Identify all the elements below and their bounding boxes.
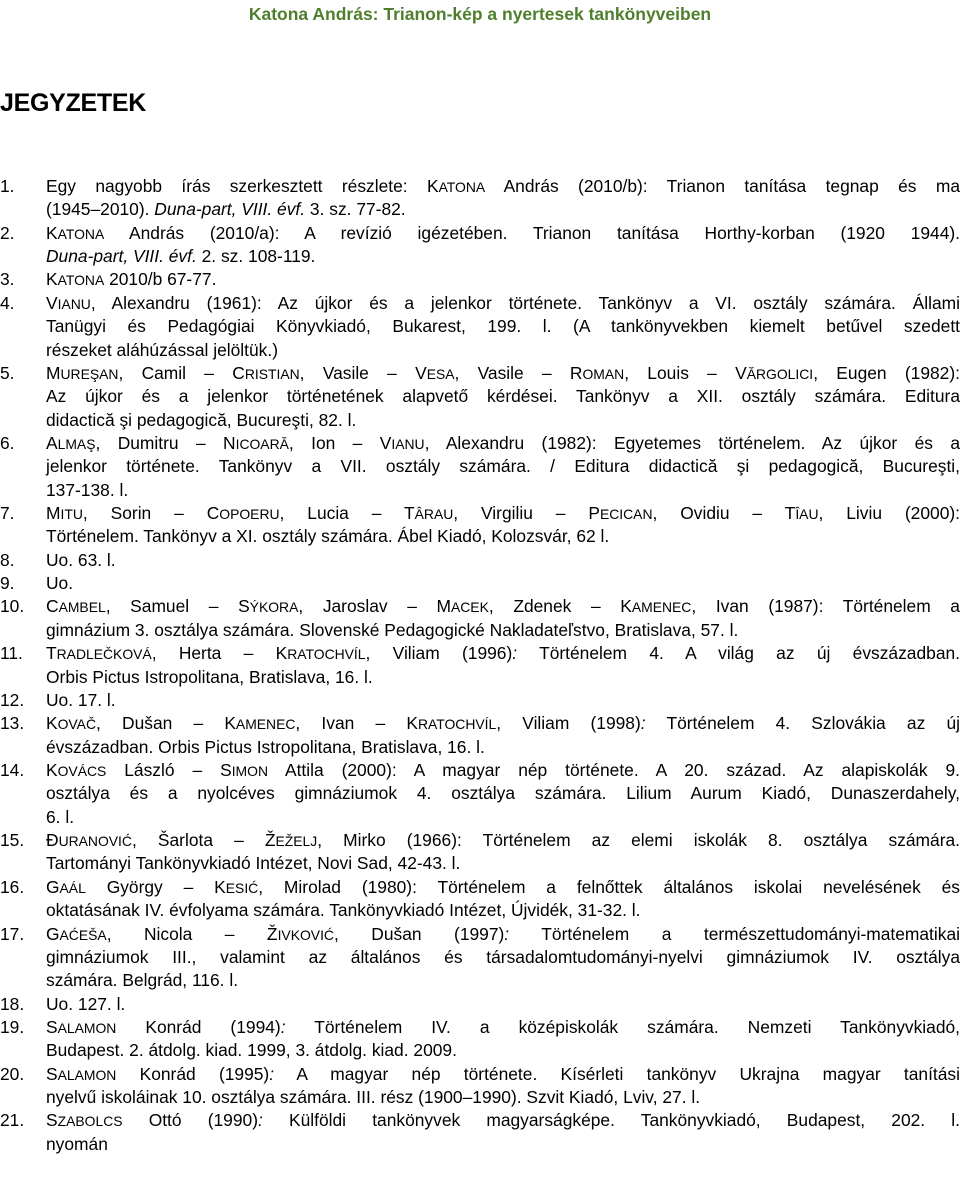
author-smallcaps: ALAMON bbox=[57, 1066, 117, 1083]
note-text: (1945–2010). bbox=[46, 199, 155, 220]
note-text: : bbox=[640, 713, 646, 734]
note-line bbox=[46, 572, 960, 595]
note-line bbox=[46, 432, 960, 455]
note-item bbox=[0, 595, 960, 642]
note-text: Duna-part, VIII. évf. bbox=[46, 246, 197, 267]
author-smallcaps: EŽELJ bbox=[275, 833, 318, 850]
author-smallcaps: ÝKORA bbox=[249, 599, 299, 616]
author-smallcaps: ALAMON bbox=[57, 1019, 117, 1036]
note-text: , Ivan (1987): Történelem a bbox=[691, 596, 960, 617]
note-item bbox=[0, 689, 960, 712]
note-text: Történelem. Tankönyv a XI. osztály számára. Ábel Kiadó, Kolozsvár, 62 l. bbox=[46, 526, 610, 547]
note-item bbox=[0, 993, 960, 1016]
author-smallcaps: IMON bbox=[231, 762, 268, 779]
note-text: , Herta – K bbox=[151, 643, 288, 664]
note-number: 14. bbox=[0, 759, 25, 780]
note-text: : bbox=[280, 1016, 286, 1037]
note-text: , Ovidiu – T bbox=[652, 503, 796, 524]
author-smallcaps: OPOERU bbox=[219, 506, 280, 523]
note-line bbox=[46, 619, 960, 642]
note-text: , Šarlota – Ž bbox=[131, 830, 276, 851]
note-line bbox=[46, 502, 960, 525]
note-text: Tanügyi és Pedagógiai Könyvkiadó, Bukarest, 199. l. (A tankönyvekben kiemelt betűvel szedett bbox=[46, 316, 960, 337]
note-text: , Liviu (2000): bbox=[818, 503, 960, 524]
author-smallcaps: ICOARĂ bbox=[235, 435, 289, 452]
note-text: , Virgiliu – P bbox=[453, 503, 600, 524]
note-text: oktatásának IV. évfolyama számára. Tankönyvkiadó Intézet, Újvidék, 31-32. l. bbox=[46, 900, 641, 921]
note-line bbox=[46, 549, 960, 572]
author-smallcaps: OVAČ bbox=[57, 716, 96, 733]
note-text: , Mirko (1966): Történelem az elemi iskolák 8. osztálya számára. bbox=[317, 830, 960, 851]
note-text: S bbox=[46, 1063, 58, 1084]
note-line bbox=[46, 315, 960, 338]
author-smallcaps: IANU bbox=[391, 435, 425, 452]
note-number: 17. bbox=[0, 923, 25, 944]
note-item bbox=[0, 292, 960, 362]
note-line bbox=[46, 806, 960, 829]
note-line bbox=[46, 759, 960, 782]
author-smallcaps: RISTIAN bbox=[244, 365, 300, 382]
note-text: , Ion – V bbox=[288, 432, 392, 453]
author-smallcaps: ATONA bbox=[438, 179, 486, 195]
note-text: , Dušan (1997) bbox=[333, 923, 505, 944]
note-line bbox=[46, 1133, 960, 1156]
note-text: A magyar nép története. Kísérleti tankönyv Ukrajna magyar tanítási bbox=[274, 1063, 960, 1084]
note-line bbox=[46, 829, 960, 852]
note-item bbox=[0, 876, 960, 923]
note-text: Uo. 63. l. bbox=[46, 549, 116, 570]
note-item bbox=[0, 642, 960, 689]
author-smallcaps: OVÁCS bbox=[57, 762, 107, 779]
note-text: Egy nagyobb írás szerkesztett részlete: K bbox=[46, 176, 439, 196]
author-smallcaps: IVKOVIĆ bbox=[277, 926, 334, 943]
note-text: , Samuel – S bbox=[105, 596, 250, 617]
note-item bbox=[0, 1063, 960, 1110]
note-line bbox=[46, 222, 960, 245]
note-text: K bbox=[46, 269, 58, 290]
note-line bbox=[46, 736, 960, 759]
note-number: 21. bbox=[0, 1110, 25, 1131]
note-number: 12. bbox=[0, 689, 25, 710]
note-text: K bbox=[46, 222, 58, 243]
note-text: T bbox=[46, 643, 57, 664]
note-number: 1. bbox=[0, 176, 15, 196]
note-line bbox=[46, 923, 960, 946]
note-item bbox=[0, 222, 960, 269]
note-line bbox=[46, 479, 960, 502]
notes-list bbox=[0, 175, 960, 1156]
note-text: G bbox=[46, 876, 60, 897]
note-text: G bbox=[46, 923, 60, 944]
author-smallcaps: ÂRAU bbox=[414, 506, 454, 523]
note-text: jelenkor története. Tankönyv a VII. osztály számára. / Editura didactică şi pedagogică, Bucureşti, bbox=[46, 456, 960, 477]
note-line bbox=[46, 852, 960, 875]
note-text: , Vasile – V bbox=[299, 362, 427, 383]
author-smallcaps: ÎAU bbox=[795, 506, 819, 523]
note-text: M bbox=[46, 503, 61, 524]
note-text: Konrád (1995) bbox=[116, 1063, 270, 1084]
note-line bbox=[46, 782, 960, 805]
note-text: Történelem a természettudományi-matematikai bbox=[509, 923, 960, 944]
note-text: Uo. 17. l. bbox=[46, 689, 116, 710]
note-text: : bbox=[504, 923, 510, 944]
note-line bbox=[46, 339, 960, 362]
note-item bbox=[0, 432, 960, 502]
author-smallcaps: ĂRGOLICI bbox=[746, 365, 814, 382]
note-line bbox=[46, 1039, 960, 1062]
author-smallcaps: AMBEL bbox=[58, 599, 106, 616]
note-text: K bbox=[46, 713, 58, 734]
note-item bbox=[0, 1016, 960, 1063]
author-smallcaps: RADLEČKOVÁ bbox=[56, 646, 152, 663]
note-item bbox=[0, 923, 960, 993]
note-line bbox=[46, 1109, 960, 1132]
note-text: László – S bbox=[106, 759, 232, 780]
note-text: 137-138. l. bbox=[46, 479, 129, 500]
note-text: Történelem 4. A világ az új évszázadban. bbox=[517, 643, 960, 664]
note-line bbox=[46, 292, 960, 315]
note-text: osztálya és a nyolcéves gimnáziumok 4. osztálya számára. Lilium Aurum Kiadó, Dunaszerdahely, bbox=[46, 783, 960, 804]
note-item bbox=[0, 549, 960, 572]
author-smallcaps: LMAŞ bbox=[57, 435, 96, 452]
note-number: 9. bbox=[0, 573, 15, 594]
author-smallcaps: ATONA bbox=[57, 272, 105, 289]
note-line bbox=[46, 385, 960, 408]
note-text: A bbox=[46, 432, 58, 453]
note-text: 3. sz. 77-82. bbox=[305, 199, 406, 220]
note-text: , Dušan – K bbox=[96, 713, 236, 734]
note-line bbox=[46, 268, 960, 291]
note-text: Duna-part, VIII. évf. bbox=[154, 199, 306, 220]
note-text: György – K bbox=[85, 876, 226, 897]
author-smallcaps: UREŞAN bbox=[60, 365, 119, 382]
note-text: Uo. bbox=[46, 573, 74, 594]
note-text: Attila (2000): A magyar nép története. A 20. század. Az alapiskolák 9. bbox=[268, 759, 960, 780]
note-item bbox=[0, 175, 960, 222]
note-number: 19. bbox=[0, 1016, 25, 1037]
author-smallcaps: RATOCHVÍL bbox=[417, 716, 497, 733]
note-text: , Sorin – C bbox=[82, 503, 220, 524]
note-line bbox=[46, 245, 960, 268]
note-line bbox=[46, 642, 960, 665]
note-text: : bbox=[269, 1063, 275, 1084]
note-text: András (2010/b): Trianon tanítása tegnap és ma bbox=[485, 176, 960, 196]
note-line bbox=[46, 1086, 960, 1109]
note-text: 6. l. bbox=[46, 806, 75, 827]
note-text: , Ivan – K bbox=[295, 713, 418, 734]
note-item bbox=[0, 572, 960, 595]
note-line bbox=[46, 946, 960, 969]
note-line bbox=[46, 876, 960, 899]
note-text: K bbox=[46, 759, 58, 780]
note-text: M bbox=[46, 362, 61, 383]
note-text: , Zdenek – K bbox=[488, 596, 632, 617]
note-number: 18. bbox=[0, 993, 25, 1014]
note-text: Külföldi tankönyvek magyarságképe. Tankönyvkiadó, Budapest, 202. l. bbox=[262, 1110, 960, 1131]
note-number: 6. bbox=[0, 432, 15, 453]
note-number: 20. bbox=[0, 1063, 25, 1084]
note-text: V bbox=[46, 292, 58, 313]
note-line bbox=[46, 525, 960, 548]
note-text: gimnázium 3. osztálya számára. Slovenské Pedagogické Nakladateľstvo, Bratislava, 57. l. bbox=[46, 619, 739, 640]
note-item bbox=[0, 829, 960, 876]
note-line bbox=[46, 455, 960, 478]
note-text: Az újkor és a jelenkor történetének alapvető kérdései. Tankönyv a XII. osztály számára. Editura bbox=[46, 386, 960, 407]
note-text: , Nicola – Ž bbox=[106, 923, 278, 944]
note-item bbox=[0, 502, 960, 549]
note-line bbox=[46, 689, 960, 712]
note-text: nyelvű iskoláinak 10. osztálya számára. III. rész (1900–1990). Szvit Kiadó, Lviv, 27. l. bbox=[46, 1087, 701, 1108]
author-smallcaps: AÁL bbox=[59, 879, 86, 896]
note-text: : bbox=[258, 1110, 263, 1131]
note-text: , Mirolad (1980): Történelem a felnőttek általános iskolai nevelésének és bbox=[258, 876, 960, 897]
note-text: , Viliam (1996) bbox=[365, 643, 513, 664]
author-smallcaps: ATONA bbox=[57, 225, 105, 242]
note-text: C bbox=[46, 596, 59, 617]
note-text: nyomán bbox=[46, 1133, 108, 1154]
note-text: , Louis – V bbox=[624, 362, 747, 383]
author-smallcaps: AMENEC bbox=[235, 716, 296, 733]
note-number: 16. bbox=[0, 876, 25, 897]
note-text: számára. Belgrád, 116. l. bbox=[46, 970, 239, 991]
note-text: , Eugen (1982): bbox=[813, 362, 960, 383]
note-item bbox=[0, 759, 960, 829]
note-text: , Jaroslav – M bbox=[298, 596, 451, 617]
note-number: 8. bbox=[0, 549, 15, 570]
author-smallcaps: ESIĆ bbox=[225, 879, 259, 896]
author-smallcaps: AMENEC bbox=[631, 599, 692, 616]
note-text: 2. sz. 108-119. bbox=[196, 246, 316, 267]
note-item bbox=[0, 362, 960, 432]
author-smallcaps: ITU bbox=[60, 506, 83, 523]
section-heading: JEGYZETEK bbox=[0, 89, 146, 117]
note-text: Đ bbox=[46, 830, 59, 851]
author-smallcaps: AĆEŠA bbox=[59, 926, 107, 943]
note-text: , Viliam (1998) bbox=[496, 713, 641, 734]
note-text: Orbis Pictus Istropolitana, Bratislava, 16. l. bbox=[46, 666, 373, 687]
author-smallcaps: IANU bbox=[57, 295, 91, 312]
note-line bbox=[46, 362, 960, 385]
note-number: 13. bbox=[0, 713, 25, 734]
note-text: gimnáziumok III., valamint az általános és társadalomtudományi-nyelvi gimnáziumok IV. osztálya bbox=[46, 946, 960, 967]
note-line bbox=[46, 198, 960, 221]
note-text: Történelem IV. a középiskolák számára. Nemzeti Tankönyvkiadó, bbox=[285, 1016, 960, 1037]
note-number: 2. bbox=[0, 222, 15, 243]
author-smallcaps: ACEK bbox=[450, 599, 489, 616]
note-text: 2010/b 67-77. bbox=[104, 269, 217, 290]
note-item bbox=[0, 268, 960, 291]
note-text: S bbox=[46, 1110, 58, 1131]
note-text: , Alexandru (1982): Egyetemes történelem. Az újkor és a bbox=[424, 432, 960, 453]
note-text: Ottó (1990) bbox=[122, 1110, 258, 1131]
note-text: , Lucia – T bbox=[279, 503, 415, 524]
note-number: 7. bbox=[0, 503, 15, 524]
note-text: , Alexandru (1961): Az újkor és a jelenkor története. Tankönyv a VI. osztály számára. Állami bbox=[90, 292, 960, 313]
author-smallcaps: ESA bbox=[426, 365, 455, 382]
note-text: Uo. 127. l. bbox=[46, 993, 126, 1014]
note-line bbox=[46, 712, 960, 735]
note-text: Konrád (1994) bbox=[116, 1016, 281, 1037]
note-line bbox=[46, 1063, 960, 1086]
note-text: Budapest. 2. átdolg. kiad. 1999, 3. átdolg. kiad. 2009. bbox=[46, 1040, 457, 1061]
note-number: 15. bbox=[0, 830, 25, 851]
note-text: részeket aláhúzással jelöltük.) bbox=[46, 339, 278, 360]
note-line bbox=[46, 409, 960, 432]
note-text: didactică şi pedagogică, Bucureşti, 82. l. bbox=[46, 409, 357, 430]
note-line bbox=[46, 899, 960, 922]
note-number: 3. bbox=[0, 269, 15, 290]
note-text: évszázadban. Orbis Pictus Istropolitana, Bratislava, 16. l. bbox=[46, 736, 485, 757]
author-smallcaps: OMAN bbox=[582, 365, 625, 382]
note-text: S bbox=[46, 1016, 58, 1037]
note-number: 4. bbox=[0, 292, 15, 313]
note-number: 11. bbox=[0, 643, 23, 664]
note-text: , Camil – C bbox=[118, 362, 245, 383]
note-text: , Vasile – R bbox=[454, 362, 583, 383]
note-text: András (2010/a): A revízió igézetében. Trianon tanítása Horthy-korban (1920 1944). bbox=[104, 222, 960, 243]
note-line bbox=[46, 666, 960, 689]
note-line bbox=[46, 175, 960, 198]
note-item bbox=[0, 712, 960, 759]
running-head: Katona András: Trianon-kép a nyertesek tankönyveiben bbox=[248, 4, 712, 24]
author-smallcaps: ZABOLCS bbox=[57, 1113, 123, 1130]
note-item bbox=[0, 1109, 960, 1156]
note-text: Tartományi Tankönyvkiadó Intézet, Novi Sad, 42-43. l. bbox=[46, 853, 461, 874]
note-text: Történelem 4. Szlovákia az új bbox=[645, 713, 960, 734]
author-smallcaps: RATOCHVÍL bbox=[287, 646, 366, 663]
author-smallcaps: URANOVIĆ bbox=[58, 833, 132, 850]
author-smallcaps: ECICAN bbox=[599, 506, 653, 523]
note-number: 5. bbox=[0, 362, 15, 383]
note-line bbox=[46, 1016, 960, 1039]
note-line bbox=[46, 595, 960, 618]
note-line bbox=[46, 969, 960, 992]
note-text: : bbox=[512, 643, 518, 664]
note-line bbox=[46, 993, 960, 1016]
note-text: , Dumitru – N bbox=[95, 432, 236, 453]
note-number: 10. bbox=[0, 596, 25, 617]
